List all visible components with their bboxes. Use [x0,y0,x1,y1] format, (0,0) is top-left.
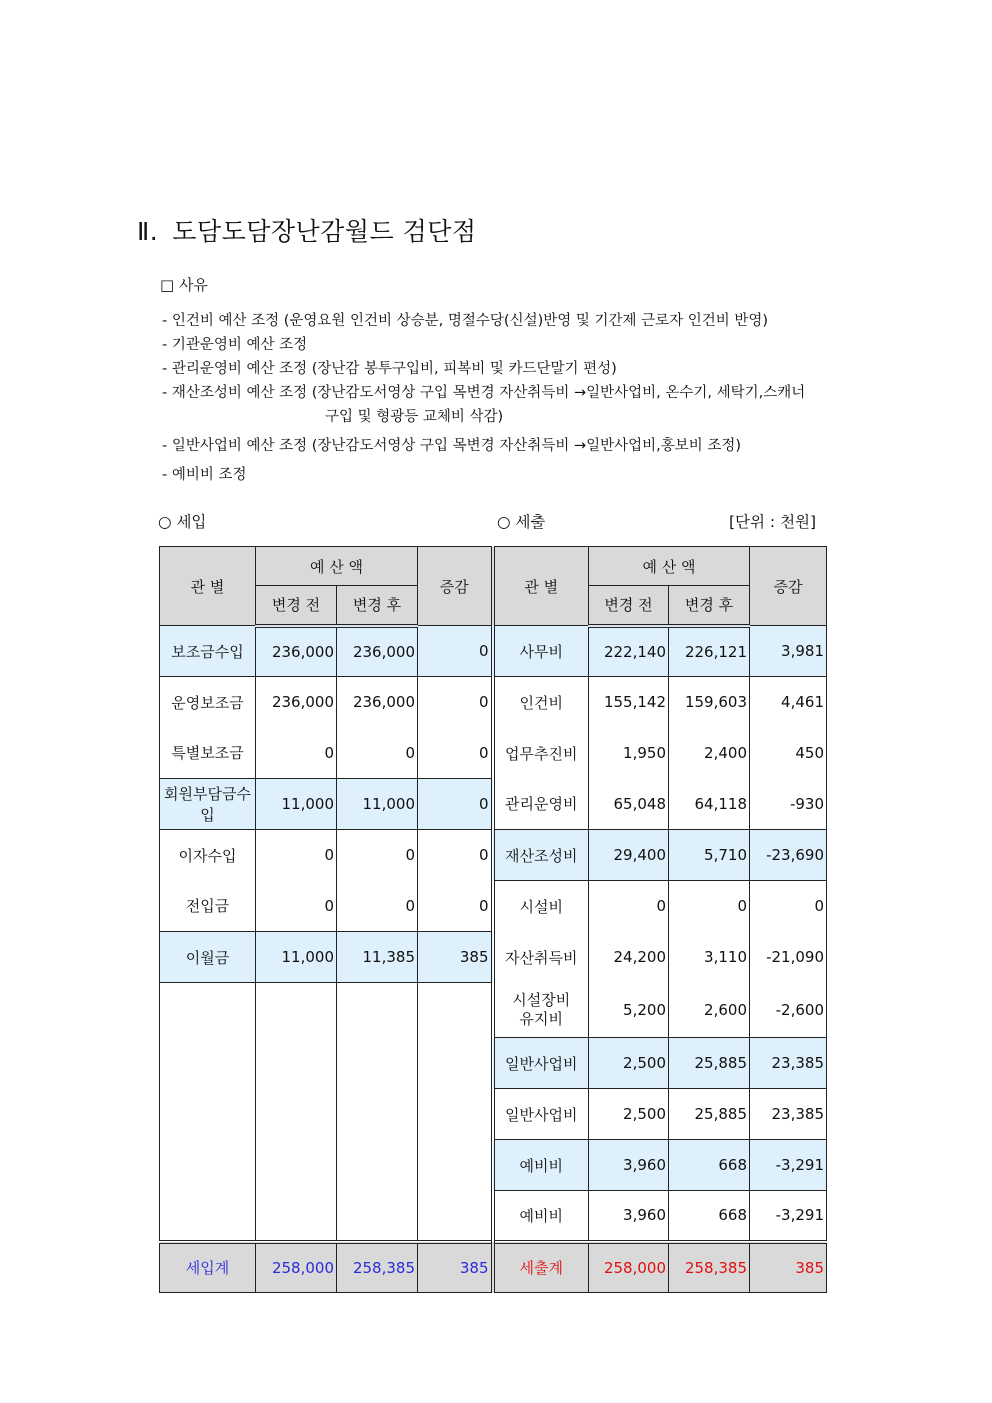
empty-cell [337,1089,418,1140]
expense-total-after: 258,385 [669,1242,750,1293]
income-name: 이월금 [160,932,256,983]
expense-name: 일반사업비 [493,1089,589,1140]
income-change-header: 증감 [418,547,493,626]
expense-name: 시설비 [493,881,589,932]
expense-before: 222,140 [589,626,669,677]
empty-cell [337,1038,418,1089]
table-row [160,728,827,779]
expense-change: 23,385 [750,1089,827,1140]
income-after: 11,385 [337,932,418,983]
expense-change: -2,600 [750,983,827,1038]
expense-name: 업무추진비 [493,728,589,779]
reason-item: - 재산조성비 예산 조정 (장난감도서영상 구입 목변경 자산취득비 →일반사업비, 온수기, 세탁기,스캐너 [162,385,806,401]
title-text: 도담도담장난감월드 검단점 [172,217,477,246]
income-before: 0 [256,728,337,779]
expense-change: -3,291 [750,1191,827,1242]
reason-heading: □ 사유 [160,276,208,294]
income-before-header: 변경 전 [256,586,337,626]
reason-item: - 관리운영비 예산 조정 (장난감 봉투구입비, 피복비 및 카드단말기 편성) [162,361,617,377]
table-row [160,626,827,677]
empty-cell [418,1191,493,1242]
table-row [160,983,827,1038]
table-row [160,1089,827,1140]
empty-cell [256,1140,337,1191]
expense-change: -23,690 [750,830,827,881]
expense-before: 2,500 [589,1089,669,1140]
empty-cell [256,983,337,1038]
expense-change: 4,461 [750,677,827,728]
table-row [160,881,827,932]
table-row [160,830,827,881]
expense-total-before: 258,000 [589,1242,669,1293]
expense-total-name: 세출계 [493,1242,589,1293]
income-change: 0 [418,881,493,932]
expense-before: 1,950 [589,728,669,779]
expense-after: 64,118 [669,779,750,830]
empty-cell [256,1191,337,1242]
empty-cell [418,983,493,1038]
unit-label: [단위 : 천원] [729,513,817,531]
expense-change: 0 [750,881,827,932]
expense-after: 226,121 [669,626,750,677]
expense-name: 사무비 [493,626,589,677]
expense-after: 5,710 [669,830,750,881]
empty-cell [160,1089,256,1140]
expense-before-header: 변경 전 [589,586,669,626]
expense-after: 3,110 [669,932,750,983]
table-row [160,1191,827,1242]
reason-item: - 인건비 예산 조정 (운영요원 인건비 상승분, 명절수당(신설)반영 및 기간제 근로자 인건비 반영) [162,313,769,329]
expense-total-change: 385 [750,1242,827,1293]
income-label: ○ 세입 [158,513,207,531]
income-name: 운영보조금 [160,677,256,728]
table-row [160,779,827,830]
expense-name [493,983,589,1038]
empty-cell [337,1191,418,1242]
empty-cell [256,1038,337,1089]
expense-name: 일반사업비 [493,1038,589,1089]
income-before: 236,000 [256,677,337,728]
expense-budget-header: 예 산 액 [589,547,750,586]
income-total-before: 258,000 [256,1242,337,1293]
income-total-name: 세입계 [160,1242,256,1293]
expense-before: 155,142 [589,677,669,728]
income-after: 0 [337,728,418,779]
income-after: 11,000 [337,779,418,830]
table-row [160,677,827,728]
expense-before: 0 [589,881,669,932]
expense-name-line2: 유지비 [519,1009,563,1028]
expense-before: 29,400 [589,830,669,881]
expense-change: -3,291 [750,1140,827,1191]
income-category-header: 관 별 [160,547,256,626]
income-before: 0 [256,881,337,932]
expense-change: 450 [750,728,827,779]
reason-item-continuation: 구입 및 형광등 교체비 삭감) [325,409,504,425]
empty-cell [418,1038,493,1089]
expense-before: 5,200 [589,983,669,1038]
empty-cell [256,1089,337,1140]
income-before: 236,000 [256,626,337,677]
expense-name: 자산취득비 [493,932,589,983]
empty-cell [160,1140,256,1191]
table-row [160,1140,827,1191]
income-name: 특별보조금 [160,728,256,779]
expense-after: 2,400 [669,728,750,779]
expense-before: 24,200 [589,932,669,983]
expense-change: 3,981 [750,626,827,677]
reason-item: - 기관운영비 예산 조정 [162,337,308,353]
expense-before: 3,960 [589,1191,669,1242]
reason-item: - 일반사업비 예산 조정 (장난감도서영상 구입 목변경 자산취득비 →일반사업비,홍보비 조정) [162,438,742,454]
expense-after: 159,603 [669,677,750,728]
expense-name: 재산조성비 [493,830,589,881]
expense-after: 25,885 [669,1038,750,1089]
income-name: 이자수입 [160,830,256,881]
empty-cell [418,1140,493,1191]
income-before: 0 [256,830,337,881]
page-title [137,212,477,248]
expense-before: 65,048 [589,779,669,830]
expense-after: 25,885 [669,1089,750,1140]
income-change: 0 [418,728,493,779]
empty-cell [337,1140,418,1191]
expense-name: 예비비 [493,1191,589,1242]
expense-name: 예비비 [493,1140,589,1191]
expense-before: 2,500 [589,1038,669,1089]
expense-label: ○ 세출 [497,513,546,531]
expense-change: -930 [750,779,827,830]
reason-list [162,309,805,487]
expense-after: 2,600 [669,983,750,1038]
reason-item: - 예비비 조정 [162,467,247,483]
income-total-change: 385 [418,1242,493,1293]
income-change: 0 [418,626,493,677]
expense-change: 23,385 [750,1038,827,1089]
income-after: 0 [337,830,418,881]
income-change: 385 [418,932,493,983]
income-total-after: 258,385 [337,1242,418,1293]
income-after: 0 [337,881,418,932]
table-row [160,1038,827,1089]
section-number: Ⅱ. [137,217,159,246]
income-change: 0 [418,677,493,728]
expense-name-line1: 시설장비 [512,990,571,1009]
expense-after: 668 [669,1140,750,1191]
total-row [160,1242,827,1293]
income-name: 회원부담금수입 [160,779,256,830]
income-name: 전입금 [160,881,256,932]
budget-table [159,546,827,1293]
empty-cell [160,983,256,1038]
empty-cell [337,983,418,1038]
empty-cell [160,1038,256,1089]
income-after-header: 변경 후 [337,586,418,626]
income-after: 236,000 [337,677,418,728]
expense-change: -21,090 [750,932,827,983]
income-before: 11,000 [256,932,337,983]
income-name: 보조금수입 [160,626,256,677]
expense-change-header: 증감 [750,547,827,626]
income-change: 0 [418,779,493,830]
income-before: 11,000 [256,779,337,830]
expense-after: 668 [669,1191,750,1242]
expense-name: 인건비 [493,677,589,728]
expense-name: 관리운영비 [493,779,589,830]
income-budget-header: 예 산 액 [256,547,418,586]
expense-before: 3,960 [589,1140,669,1191]
expense-after-header: 변경 후 [669,586,750,626]
expense-after: 0 [669,881,750,932]
table-row [160,932,827,983]
income-change: 0 [418,830,493,881]
empty-cell [418,1089,493,1140]
expense-category-header: 관 별 [493,547,589,626]
income-after: 236,000 [337,626,418,677]
empty-cell [160,1191,256,1242]
